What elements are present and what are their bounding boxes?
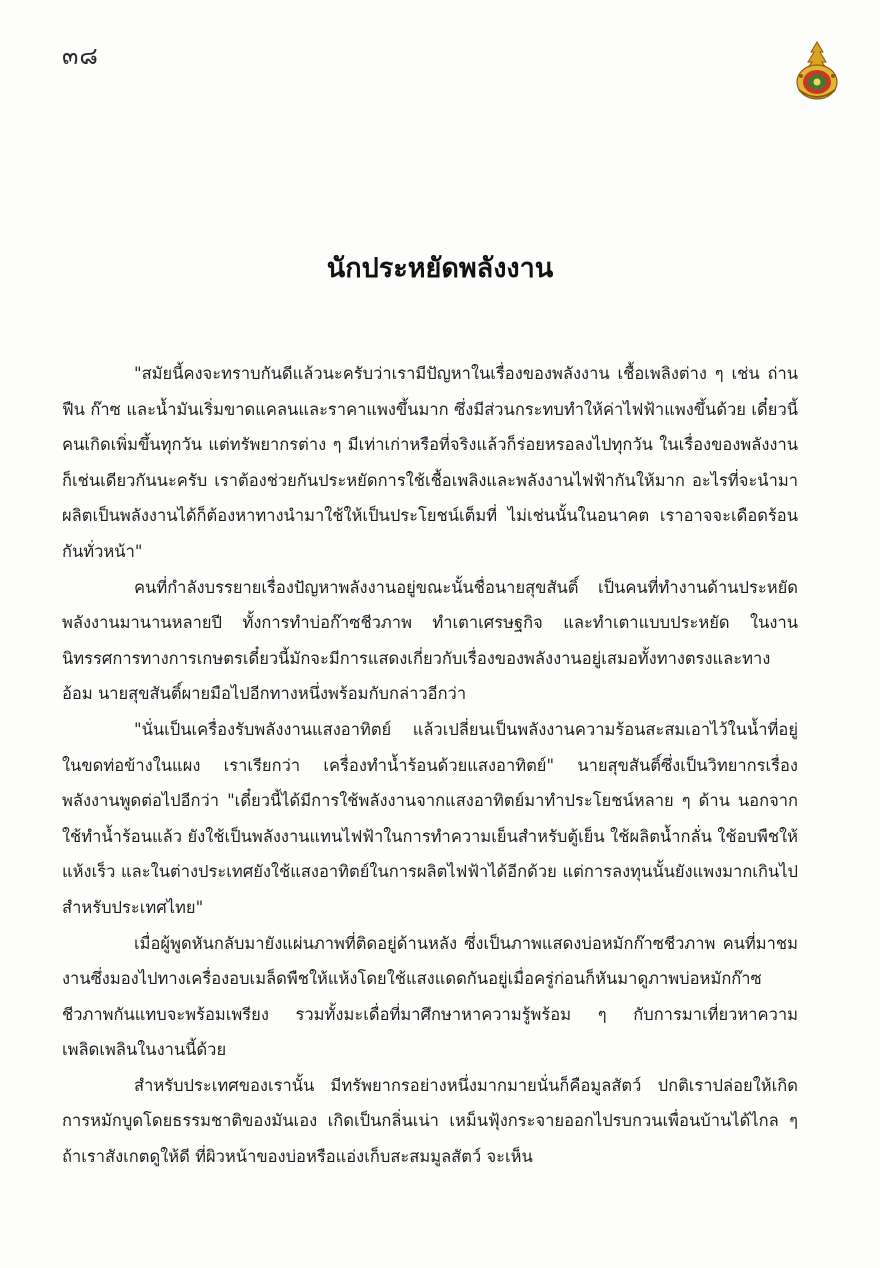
paragraph-4: เมื่อผู้พูดหันกลับมายังแผ่นภาพที่ติดอยู่ด้านหลัง ซึ่งเป็นภาพแสดงบ่อหมักก๊าซชีวภาพ คนที่มาชมงานซึ่งมองไปทางเครื่องอบเมล็ดพืชให้แห้งโดยใช้แสงแดดกันอยู่เมื่อครู่ก่อนก็หันมาดูภาพบ่อหมักก๊าซชีวภาพกันแทบจะพร้อมเพรียง รวมทั้งมะเดื่อที่มาศึกษาหาความรู้พร้อม ๆ กับการมาเที่ยวหาความเพลิดเพลินในงานนี้ด้วย — [62, 933, 798, 1060]
body-text — [62, 356, 798, 1175]
royal-crest-emblem-icon — [793, 40, 841, 102]
paragraph-2: คนที่กำลังบรรยายเรื่องปัญหาพลังงานอยู่ขณะนั้นชื่อนายสุขสันติ์ เป็นคนที่ทำงานด้านประหยัดพลังงานมานานหลายปี ทั้งการทำบ่อก๊าซชีวภาพ ทำเตาเศรษฐกิจ และทำเตาแบบประหยัด ในงานนิทรรศการทางการเกษตรเดี๋ยวนี้มักจะมีการแสดงเกี่ยวกับเรื่องของพลังงานอยู่เสมอทั้งทางตรงและทางอ้อม นายสุขสันติ์ผายมือไปอีกทางหนึ่งพร้อมกับกล่าวอีกว่า — [62, 577, 798, 704]
paragraph-5: สำหรับประเทศของเรานั้น มีทรัพยากรอย่างหนึ่งมากมายนั่นก็คือมูลสัตว์ ปกติเราปล่อยให้เกิดการหมักบูดโดยธรรมชาติของมันเอง เกิดเป็นกลิ่นเน่า เหม็นฟุ้งกระจายออกไปรบกวนเพื่อนบ้านได้ไกล ๆ ถ้าเราสังเกตดูให้ดี ที่ผิวหน้าของบ่อหรือแอ่งเก็บสะสมมูลสัตว์ จะเห็น — [62, 1075, 798, 1167]
paragraph-3: "นั่นเป็นเครื่องรับพลังงานแสงอาทิตย์ แล้วเปลี่ยนเป็นพลังงานความร้อนสะสมเอาไว้ในน้ำที่อยู่ในขดท่อข้างในแผง เราเรียกว่า เครื่องทำน้ำร้อนด้วยแสงอาทิตย์" นายสุขสันติ์ซึ่งเป็นวิทยากรเรื่องพลังงานพูดต่อไปอีกว่า "เดี๋ยวนี้ได้มีการใช้พลังงานจากแสงอาทิตย์มาทำประโยชน์หลาย ๆ ด้าน นอกจากใช้ทำน้ำร้อนแล้ว ยังใช้เป็นพลังงานแทนไฟฟ้าในการทำความเย็นสำหรับตู้เย็น ใช้ผลิตน้ำกลั่น ใช้อบพืชให้แห้งเร็ว และในต่างประเทศยังใช้แสงอาทิตย์ในการผลิตไฟฟ้าได้อีกด้วย แต่การลงทุนนั้นยังแพงมากเกินไปสำหรับประเทศไทย" — [62, 719, 798, 917]
paragraph-1: "สมัยนี้คงจะทราบกันดีแล้วนะครับว่าเรามีปัญหาในเรื่องของพลังงาน เชื้อเพลิงต่าง ๆ เช่น ถ่าน ฟืน ก๊าซ และน้ำมันเริ่มขาดแคลนและราคาแพงขึ้นมาก ซึ่งมีส่วนกระทบทำให้ค่าไฟฟ้าแพงขึ้นด้วย เดี๋ยวนี้คนเกิดเพิ่มขึ้นทุกวัน แต่ทรัพยากรต่าง ๆ มีเท่าเก่าหรือที่จริงแล้วก็ร่อยหรอลงไปทุกวัน ในเรื่องของพลังงานก็เช่นเดียวกันนะครับ เราต้องช่วยกันประหยัดการใช้เชื้อเพลิงและพลังงานไฟฟ้ากันให้มาก อะไรที่จะนำมาผลิตเป็นพลังงานได้ก็ต้องหาทางนำมาใช้ให้เป็นประโยชน์เต็มที่ ไม่เช่นนั้นในอนาคต เราอาจจะเดือดร้อนกันทั่วหน้า" — [62, 364, 798, 561]
page-number: ๓๘ — [62, 42, 99, 70]
page-title: นักประหยัดพลังงาน — [326, 253, 554, 284]
